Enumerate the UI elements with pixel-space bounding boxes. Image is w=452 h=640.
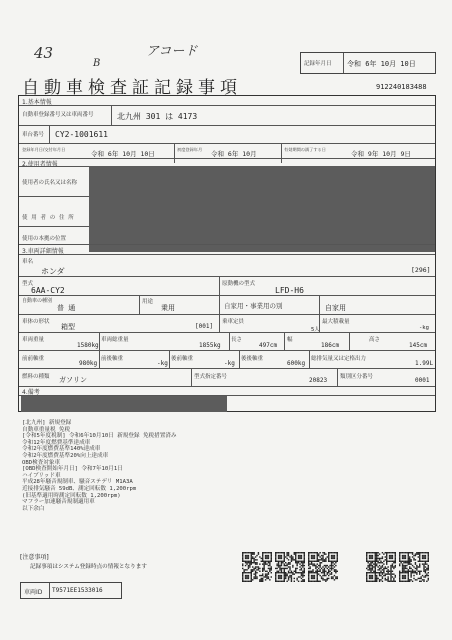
rear-front-axle-label: 後前軸重 <box>171 356 194 362</box>
weight-value: 1580kg <box>77 342 99 349</box>
section-vehicle: 3.車両詳細情報 <box>22 248 64 255</box>
record-date-label: 記録年月日 <box>304 61 332 67</box>
chassis-label: 車台番号 <box>22 132 45 138</box>
class-no-value: 0001 <box>415 377 430 384</box>
section-basic: 1.基本情報 <box>22 99 52 106</box>
handwritten-note-model: アコード <box>146 44 198 59</box>
chassis-value: CY2-1001611 <box>55 130 108 139</box>
body-value: 箱型 <box>61 323 75 331</box>
redacted-user-info <box>89 166 435 252</box>
remark-line: OBD検査対象車 <box>22 459 61 466</box>
reg-number-value: 北九州 301 は 4173 <box>117 112 198 121</box>
capacity-value: 5人 <box>311 327 320 333</box>
remark-line: [令和5年度税制] 令和6年10月10日 新規登録 免税措置済み <box>22 433 177 440</box>
fuel-label: 燃料の種類 <box>22 374 50 380</box>
section-remarks: 4.備考 <box>22 389 40 396</box>
remark-line: 近接排気騒音 59dB、測定回転数 1,200rpm <box>22 485 137 492</box>
qr-code-1 <box>242 552 272 582</box>
body-label: 車体の形状 <box>22 319 50 325</box>
reg-date-value: 令和 6年 10月 10日 <box>91 150 155 158</box>
maker-code: [296] <box>411 266 431 274</box>
body-code: [001] <box>195 323 214 330</box>
maker-value: ホンダ <box>41 267 65 276</box>
remark-line: 平成28年騒音規制車、騒音ステデリ M1A3A <box>22 479 133 486</box>
first-reg-value: 令和 6年 10月 <box>211 150 257 158</box>
document-title: 自動車検査証記録事項 <box>22 78 242 98</box>
type-no-value: 20823 <box>309 377 328 384</box>
front-rear-axle-value: -kg <box>157 360 168 367</box>
kind-label: 自動車の種別 <box>22 298 53 304</box>
type-no-label: 型式指定番号 <box>194 374 228 380</box>
remark-line: 令和12年度燃費基準達成車 <box>22 439 91 446</box>
use-label: 用途 <box>142 299 154 305</box>
reg-number-label: 自動車登録番号又は車両番号 <box>22 112 94 118</box>
qr-code-2 <box>275 552 305 582</box>
length-value: 497cm <box>259 342 278 349</box>
maxload-label: 最大積載量 <box>322 319 350 325</box>
gross-weight-value: 1855kg <box>199 342 221 349</box>
engine-label: 原動機の型式 <box>222 281 256 287</box>
remark-line: 令和2年度燃費基準20%向上達成車 <box>22 452 109 459</box>
class-no-label: 類別区分番号 <box>340 374 374 380</box>
redacted-remarks-top <box>21 396 227 412</box>
reg-date-label: 登録年月日/交付年月日 <box>22 147 66 152</box>
front-axle-value: 980kg <box>79 360 98 367</box>
height-label: 高さ <box>369 337 381 343</box>
height-value: 145cm <box>409 342 428 349</box>
base-location-label: 使用の本拠の位置 <box>22 236 67 242</box>
remark-line: 以下余白 <box>22 505 45 512</box>
model-label: 型式 <box>22 281 34 287</box>
user-address-label: 使 用 者 の 住 所 <box>22 215 75 221</box>
rear-axle-value: 600kg <box>287 360 306 367</box>
remarks-list <box>22 420 177 512</box>
qr-code-5 <box>399 552 429 582</box>
vehicle-id-value: T9571EE1533016 <box>52 587 103 594</box>
displacement-value: 1.99L <box>415 360 434 367</box>
expiry-value: 令和 9年 10月 9日 <box>351 150 411 158</box>
maker-label: 車名 <box>22 259 34 265</box>
vehicle-id-label: 車両ID <box>24 589 43 596</box>
remark-line: ハイブリッド車 <box>22 472 61 479</box>
kind-value: 普 通 <box>57 304 76 312</box>
remark-line: (旧基準適用時測定回転数 1,200rpm) <box>22 492 121 499</box>
remark-line: 令和2年度燃費基準140%達成車 <box>22 446 101 453</box>
weight-label: 車両重量 <box>22 337 45 343</box>
maxload-value: -kg <box>419 325 429 331</box>
user-name-label: 使用者の氏名又は名称 <box>22 180 78 186</box>
qr-code-4 <box>366 552 396 582</box>
inspection-form <box>18 95 436 412</box>
purpose-label: 自家用・事業用の別 <box>224 302 283 310</box>
record-date-box <box>300 52 436 74</box>
expiry-label: 有効期間の満了する日 <box>284 147 326 152</box>
width-value: 186cm <box>321 342 340 349</box>
handwritten-note-b: B <box>93 58 101 69</box>
remark-line: 自動車重量税 免税 <box>22 426 71 433</box>
capacity-label: 乗車定員 <box>222 319 245 325</box>
qr-code-3 <box>308 552 338 582</box>
front-axle-label: 前前軸重 <box>22 356 45 362</box>
use-value: 乗用 <box>161 304 175 312</box>
fuel-value: ガソリン <box>59 376 87 384</box>
section-user: 2.使用者情報 <box>22 161 58 168</box>
remark-line: [北九州] 新規登録 <box>22 420 72 426</box>
front-rear-axle-label: 前後軸重 <box>101 356 124 362</box>
remark-line: マフラー加速騒音規制適用車 <box>22 499 95 506</box>
engine-value: LFD-H6 <box>275 286 304 295</box>
model-value: 6AA-CY2 <box>31 286 65 295</box>
document-number: 912240183488 <box>376 83 427 91</box>
first-reg-label: 初度登録年月 <box>177 147 203 152</box>
notice-text: 記録事項はシステム登録時点の情報となります <box>30 564 147 570</box>
vehicle-id-box <box>20 582 122 599</box>
handwritten-note-43: 43 <box>34 44 54 62</box>
displacement-label: 総排気量又は定格出力 <box>311 356 367 362</box>
gross-weight-label: 車両総重量 <box>101 337 129 343</box>
purpose-value: 自家用 <box>325 304 346 312</box>
rear-front-axle-value: -kg <box>224 360 235 367</box>
length-label: 長さ <box>231 337 243 343</box>
notice-title: [注意事項] <box>20 554 49 561</box>
rear-axle-label: 後後軸重 <box>241 356 264 362</box>
record-date-value: 令和 6年 10月 10日 <box>347 60 416 68</box>
width-label: 幅 <box>287 337 293 343</box>
remark-line: [OBD検査開始年月日] 令和7年10月1日 <box>22 466 123 473</box>
